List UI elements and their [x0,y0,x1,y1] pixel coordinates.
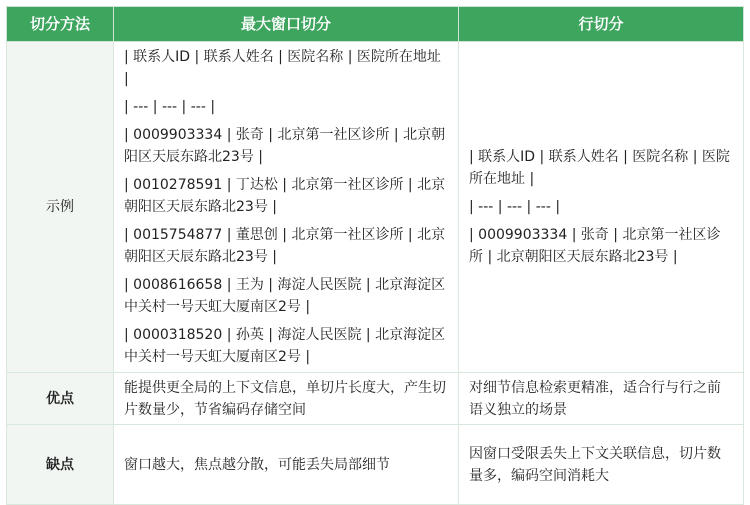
example-row [7,42,744,373]
example-line: | 0008616658 | 王为 | 海淀人民医院 | 北京海淀区中关村一号天虹大厦南区2号 | [124,277,446,315]
header-row-split: 行切分 [459,7,744,42]
example-label: 示例 [7,42,114,373]
example-line: | 联系人ID | 联系人姓名 | 医院名称 | 医院所在地址 | [469,149,730,187]
cons-row [7,425,744,505]
pros-row-split-cell: 对细节信息检索更精准，适合行与行之前语义独立的场景 [459,373,744,425]
pros-max-window-cell: 能提供更全局的上下文信息，单切片长度大，产生切片数量少，节省编码存储空间 [114,373,459,425]
pros-label: 优点 [7,373,114,425]
cons-max-window-cell: 窗口越大，焦点越分散，可能丢失局部细节 [114,425,459,505]
cons-row-split-cell: 因窗口受限丢失上下文关联信息，切片数量多，编码空间消耗大 [459,425,744,505]
comparison-table [6,6,744,505]
example-line: | 0009903334 | 张奇 | 北京第一社区诊所 | 北京朝阳区天辰东路北23号 | [469,227,721,265]
example-line: | 0010278591 | 丁达松 | 北京第一社区诊所 | 北京朝阳区天辰东路北23号 | [124,177,446,215]
header-method: 切分方法 [7,7,114,42]
example-row-split-cell [459,42,744,373]
cons-label: 缺点 [7,425,114,505]
example-line: | --- | --- | --- | [124,99,216,115]
example-line: | 0000318520 | 孙英 | 海淀人民医院 | 北京海淀区中关村一号天虹大厦南区2号 | [124,327,446,365]
example-line: | 0015754877 | 董思创 | 北京第一社区诊所 | 北京朝阳区天辰东路北23号 | [124,227,446,265]
header-max-window: 最大窗口切分 [114,7,459,42]
pros-row [7,373,744,425]
example-line: | --- | --- | --- | [469,199,561,215]
example-line: | 0009903334 | 张奇 | 北京第一社区诊所 | 北京朝阳区天辰东路北23号 | [124,127,446,165]
example-line: | 联系人ID | 联系人姓名 | 医院名称 | 医院所在地址 | [124,49,441,87]
example-max-window-cell [114,42,459,373]
header-row [7,7,744,42]
